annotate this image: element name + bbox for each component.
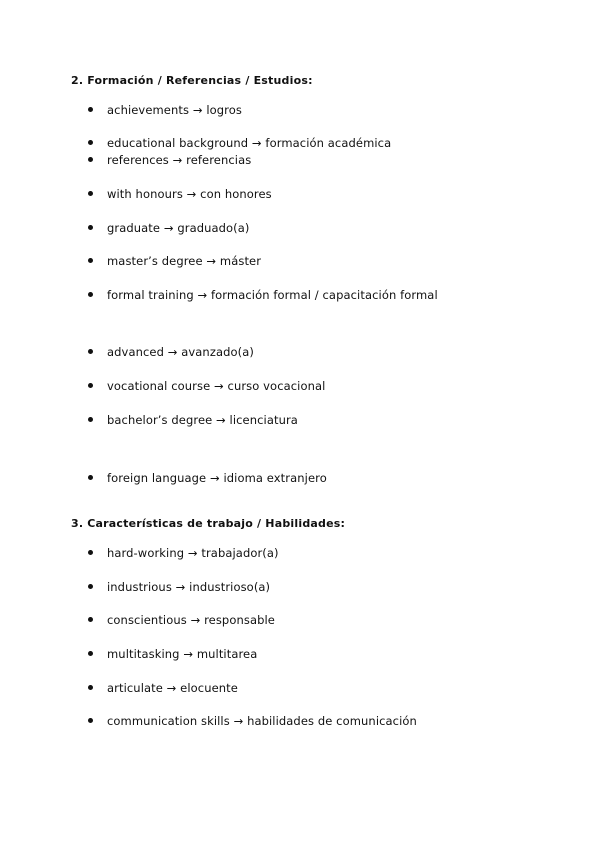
- list-item-text: educational background → formación académica: [107, 136, 392, 150]
- list-item-text: hard-working → trabajador(a): [107, 546, 279, 560]
- list-item-text: foreign language → idioma extranjero: [107, 471, 327, 485]
- bullet-icon: [88, 191, 93, 196]
- list-item-text: advanced → avanzado(a): [107, 345, 254, 359]
- bullet-icon: [88, 140, 93, 145]
- list-item: [88, 647, 257, 661]
- bullet-icon: [88, 107, 93, 112]
- bullet-icon: [88, 685, 93, 690]
- list-item: [88, 379, 325, 393]
- list-item-text: achievements → logros: [107, 103, 242, 117]
- list-item: [88, 681, 238, 695]
- list-item-text: with honours → con honores: [107, 187, 272, 201]
- bullet-icon: [88, 349, 93, 354]
- list-item: [88, 714, 417, 728]
- bullet-icon: [88, 383, 93, 388]
- bullet-icon: [88, 584, 93, 589]
- list-item: [88, 613, 275, 627]
- list-item: [88, 187, 272, 201]
- list-item: [88, 345, 254, 359]
- list-item-text: vocational course → curso vocacional: [107, 379, 326, 393]
- bullet-icon: [88, 157, 93, 162]
- list-item: [88, 580, 270, 594]
- bullet-icon: [88, 718, 93, 723]
- bullet-icon: [88, 292, 93, 297]
- list-item: [88, 471, 327, 485]
- list-item-text: bachelor’s degree → licenciatura: [107, 413, 298, 427]
- list-item: [88, 288, 438, 302]
- bullet-icon: [88, 651, 93, 656]
- bullet-icon: [88, 550, 93, 555]
- list-item: [88, 153, 251, 167]
- list-item: [88, 413, 298, 427]
- list-item-text: references → referencias: [107, 153, 252, 167]
- bullet-icon: [88, 475, 93, 480]
- list-item-text: conscientious → responsable: [107, 613, 275, 627]
- section-heading-caracteristicas: 3. Características de trabajo / Habilidades:: [71, 517, 346, 530]
- bullet-icon: [88, 617, 93, 622]
- list-item-text: articulate → elocuente: [107, 681, 238, 695]
- list-item-text: communication skills → habilidades de comunicación: [107, 714, 417, 728]
- list-item-text: master’s degree → máster: [107, 254, 262, 268]
- list-item: [88, 254, 261, 268]
- list-item-text: industrious → industrioso(a): [107, 580, 271, 594]
- list-item: [88, 546, 279, 560]
- bullet-icon: [88, 417, 93, 422]
- section-heading-formacion: 2. Formación / Referencias / Estudios:: [71, 74, 313, 87]
- bullet-icon: [88, 225, 93, 230]
- list-item: [88, 103, 242, 117]
- list-item-text: multitasking → multitarea: [107, 647, 258, 661]
- list-item: [88, 136, 391, 150]
- list-item: [88, 221, 250, 235]
- bullet-icon: [88, 258, 93, 263]
- list-item-text: graduate → graduado(a): [107, 221, 250, 235]
- list-item-text: formal training → formación formal / capacitación formal: [107, 288, 438, 302]
